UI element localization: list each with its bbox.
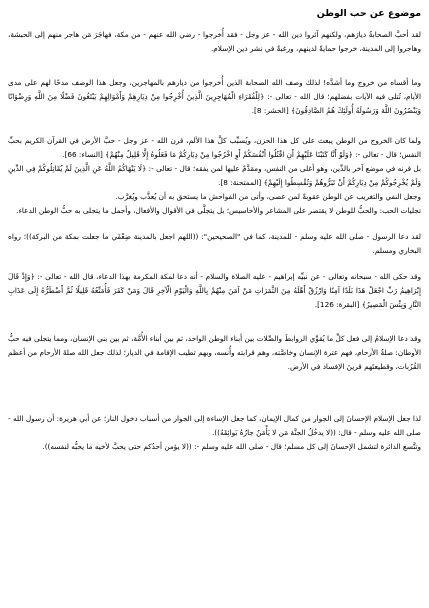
paragraph-spacer: [8, 218, 421, 230]
article-paragraph: وتتَّسع الدائرة لتشمل الإحسانَ إلى كل مسلم؛ قال - صلى الله عليه وسلم -: ((لا يؤمن أحدُكم حتى يحبَّ لأخيه ما يحبُّه لنفسه)).: [42, 442, 421, 451]
article-paragraph: وقد حكى الله - سبحانه وتعالى - عن نبيِّه إبراهيم - عليه الصلاة والسلام - أنه دعا لمكة المكرمة بهذا الدعاء، قال الله - تعالى -: ﴿وَإِذْ قَالَ إِبْرَاهِيمُ رَبِّ اجْعَلْ هَذَا بَلَدًا آمِنًا وَارْزُقْ أَهْلَهُ مِنَ الثَّمَرَاتِ مَنْ آمَنَ مِنْهُمْ بِاللَّهِ وَالْيَوْمِ الْآخِرِ قَالَ وَمَنْ كَفَرَ فَأُمَتِّعُهُ قَلِيلًا ثُمَّ أَضْطَرُّهُ إِلَى عَذَابِ النَّارِ وَبِئْسَ الْمَصِيرُ﴾ [البقرة: 126].: [8, 272, 421, 309]
article-paragraph: وقد دعا الإسلامُ إلى فعل كلِّ ما يُقوِّي الروابطَ والصِّلات بين أبناء الوطن الواحد، ثم بين أبناء الأُمَّة، ثم بين بني الإنسان، ومما يتجلى فيه حبُّ الأوطان: صلةُ الأرحام، فهم عترة الإنسان وخاصَّته، وهم قرابته وأُنسه، وبهم تطيب الإقامة في الديار؛ لذلك جعل الله صلةَ الأرحام من أعظم القُرُبات، وقطيعتَهم قرينَ الإفساد في الأرض.: [8, 334, 421, 371]
article-paragraph: لذا جعل الإسلام الإحسانَ إلى الجوار من كمال الإيمان، كما جعل الإساءة إلى الجوار من أسباب دخول النار؛ عن أبي هريرة: أن رسول الله - صلى الله عليه وسلم - قال: ((لا يدخُلُ الجنَّة مَن لا يَأْمَنُ جارُهُ بَوائِقَهُ)).: [8, 414, 421, 437]
article-title: موضوع عن حب الوطن: [316, 8, 421, 19]
article-paragraph: تجليات الحب: والحبُّ للوطن لا يقتصر على المشاعر والأحاسيس؛ بل يتجلَّى في الأقوال والأفعال، وأجمل ما يتجلى به حبُّ الوطن الدعاء.: [16, 206, 421, 215]
article-paragraph: ولما كان الخروج من الوطن يبعث على كل هذا الحزن، ويُسبِّب كلَّ هذا الألم، قرن الله - عز وجل - حبَّ الأرض في القرآن الكريم بحبِّ النفس؛ قال - تعالى -: ﴿وَلَوْ أَنَّا كَتَبْنَا عَلَيْهِمْ أَنِ اقْتُلُوا أَنْفُسَكُمْ أَوِ اخْرُجُوا مِنْ دِيَارِكُمْ مَا فَعَلُوهُ إِلَّا قَلِيلٌ مِنْهُمْ﴾ [النساء: 66].: [8, 136, 421, 159]
paragraph-spacer: [8, 118, 421, 134]
article-paragraph: لقد أحبَّ الصحابةُ ديارَهم، ولكنهم آثروا دين الله - عز وجل - فقد أُخرجوا - رضي الله عنهم - من مكة، فهاجَرَ مَن هاجر منهم إلى الحبشة، وهاجروا إلى المدينة، خرجوا حمايةً لدينهم، ورغبةً في نشر دين الإسلام.: [8, 30, 421, 53]
paragraph-spacer: [8, 56, 421, 76]
paragraph-spacer: [8, 374, 421, 412]
paragraph-spacer: [8, 258, 421, 270]
article-paragraph: وجعل النفي والتغريب عن الوطن عقوبةً لمن عصى، وأتى من الفواحش ما يستحق به أن يُعذَّب ويُغرَّب.: [115, 192, 421, 201]
article-paragraph: وما أقساه من خروج وما أشدَّه! لذلك وصف الله الصحابة الذين أُخرجوا من ديارهم بالمهاجرين، وجعل هذا الوصف مدحًا لهم على مدى الأيام، تُتلى فيه الآيات بفضلهم؛ قال الله - تعالى -: ﴿لِلْفُقَرَاءِ الْمُهَاجِرِينَ الَّذِينَ أُخْرِجُوا مِنْ دِيَارِهِمْ وَأَمْوَالِهِمْ يَبْتَغُونَ فَضْلًا مِنَ اللَّهِ وَرِضْوَانًا وَيَنْصُرُونَ اللَّهَ وَرَسُولَهُ أُولَئِكَ هُمُ الصَّادِقُونَ﴾ [الحشر: 8].: [8, 78, 421, 115]
paragraph-spacer: [8, 312, 421, 332]
article-paragraph: بل قرنه في موضع آخر بالدِّين، وهو أغلى من النفس، ومقدَّمٌ عليها لمن يفقه؛ قال - تعالى -: ﴿لَا يَنْهَاكُمُ اللَّهُ عَنِ الَّذِينَ لَمْ يُقَاتِلُوكُمْ فِي الدِّينِ وَلَمْ يُخْرِجُوكُمْ مِنْ دِيَارِكُمْ أَنْ تَبَرُّوهُمْ وَتُقْسِطُوا إِلَيْهِمْ﴾ [الممتحنة: 8].: [8, 164, 421, 187]
article-paragraph: لقد دعا الرسول - صلى الله عليه وسلم - للمدينة، كما في "الصحيحين": ((اللهم اجعل بالمدينة ضِعْفَي ما جعلت بمكة من البركة))؛ رواه البخاري ومسلم.: [8, 232, 421, 255]
